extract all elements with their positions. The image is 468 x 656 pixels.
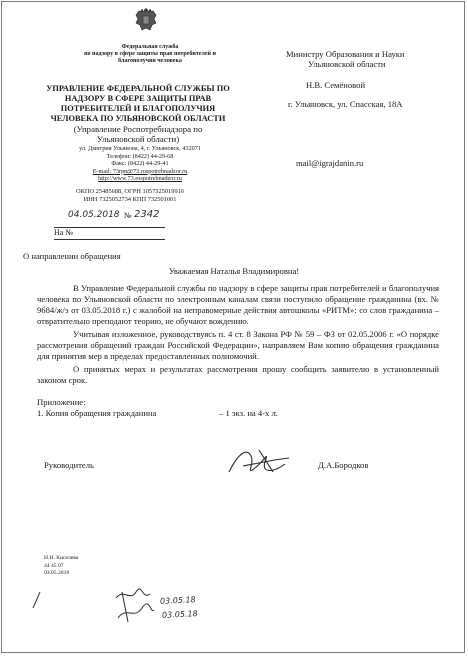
signatory-name: Д.А.Бородков [318,460,369,470]
signature-scribble [225,442,295,480]
executor-phone: 44 45 07 [44,562,64,569]
fax-text: Факс: (8422) 44-29-41 [111,160,169,168]
paragraph-3: О принятых мерах и результатах рассмотрения прошу сообщить заявителю в установленный законом срок. [37,364,439,385]
department-line: УПРАВЛЕНИЕ ФЕДЕРАЛЬНОЙ СЛУЖБЫ ПО [46,84,230,93]
okpo-ogrn-text: ОКПО 25485688, ОГРН 1057325019916 [75,188,185,195]
executor-name: Н.Н. Киселева [44,555,79,561]
department-abbr-line: (Управление Роспотребнадзора по [73,124,203,134]
department-abbr [44,124,232,144]
letter-subject: О направлении обращения [23,251,121,261]
recipient-email[interactable]: mail@igrajdanin.ru [296,158,364,168]
agency-short-line: Федеральная служба [121,44,179,50]
executor-date: 03.05.2018 [44,570,70,576]
attachments-label: Приложение: [37,397,86,407]
website-link[interactable]: http://www.73.rospotrebnadzor.ru [98,175,182,183]
department-line: ПОТРЕБИТЕЛЕЙ И БЛАГОПОЛУЧИЯ [60,104,216,113]
attachment-qty: – 1 экз. на 4-х л. [219,408,278,418]
recipient-address: г. Ульяновск, ул. Спасская, 18А [288,99,403,109]
email-link[interactable]: E-mail: 73rpn@73.rospotrebnadzor.ru [92,167,188,175]
contacts-block [50,145,230,183]
executor-block [44,555,78,578]
signatory-role: Руководитель [44,460,94,470]
department-line: ЧЕЛОВЕКА ПО УЛЬЯНОВСКОЙ ОБЛАСТИ [50,114,226,123]
doc-number-label: № [124,211,132,220]
handwritten-date-2: 03.05.18 [161,609,198,620]
handwritten-mark [30,590,44,610]
address-text: ул. Дмитрия Ульянова, 4, г. Ульяновск, 432071 [79,145,201,152]
paragraph-1: В Управление Федеральной службы по надзору в сфере защиты прав потребителей и благополучия человека по Ульяновской области по электронным каналам связи поступило обращение гражданина (вх. № 9684/ж/э от 03.05.2018 г.) с жалобой на неправомерные действия автошколы «РИТМ»: со слов гражданина – отвратительно преподают теорию, не обучают вождению. [37,283,439,326]
handwritten-date-1: 03.05.18 [159,595,196,606]
department-name [44,84,232,124]
reference-underline [54,239,165,240]
recipient-name: Н.В. Семёновой [306,80,366,90]
recipient-org-line: Ульяновской области [308,59,386,69]
reference-label: На № [54,228,73,237]
department-abbr-line: Ульяновской области) [96,134,180,144]
agency-short-name [70,44,230,65]
attachment-item: 1. Копия обращения гражданина [37,408,157,418]
agency-short-line: благополучия человека [118,58,182,64]
paragraph-2: Учитывая изложенное, руководствуясь п. 4 ст. 8 Закона РФ № 59 – ФЗ от 02.05.2006 г. «О порядке рассмотрения обращений граждан Российской Федерации», направляем Вам копию обращения гражданина для принятия мер в пределах предоставленных полномочий. [37,329,439,361]
initials-scribble [112,584,156,624]
inn-kpp-text: ИНН 7325052734 КПП 732501001 [83,196,177,203]
recipient-org-line: Министру Образования и Науки [286,49,405,59]
agency-short-line: по надзору в сфере защиты прав потребителей и [84,51,216,57]
document-date: 04.05.2018 [68,210,120,220]
recipient-org [286,49,446,69]
phone-text: Телефон: (8422) 44-29-68 [106,152,174,160]
coat-of-arms-icon [132,6,160,34]
registration-codes [50,188,210,204]
document-number: 2342 [134,209,160,220]
salutation: Уважаемая Наталья Владимировна! [168,266,300,276]
department-line: НАДЗОРУ В СФЕРЕ ЗАЩИТЫ ПРАВ [64,94,212,103]
